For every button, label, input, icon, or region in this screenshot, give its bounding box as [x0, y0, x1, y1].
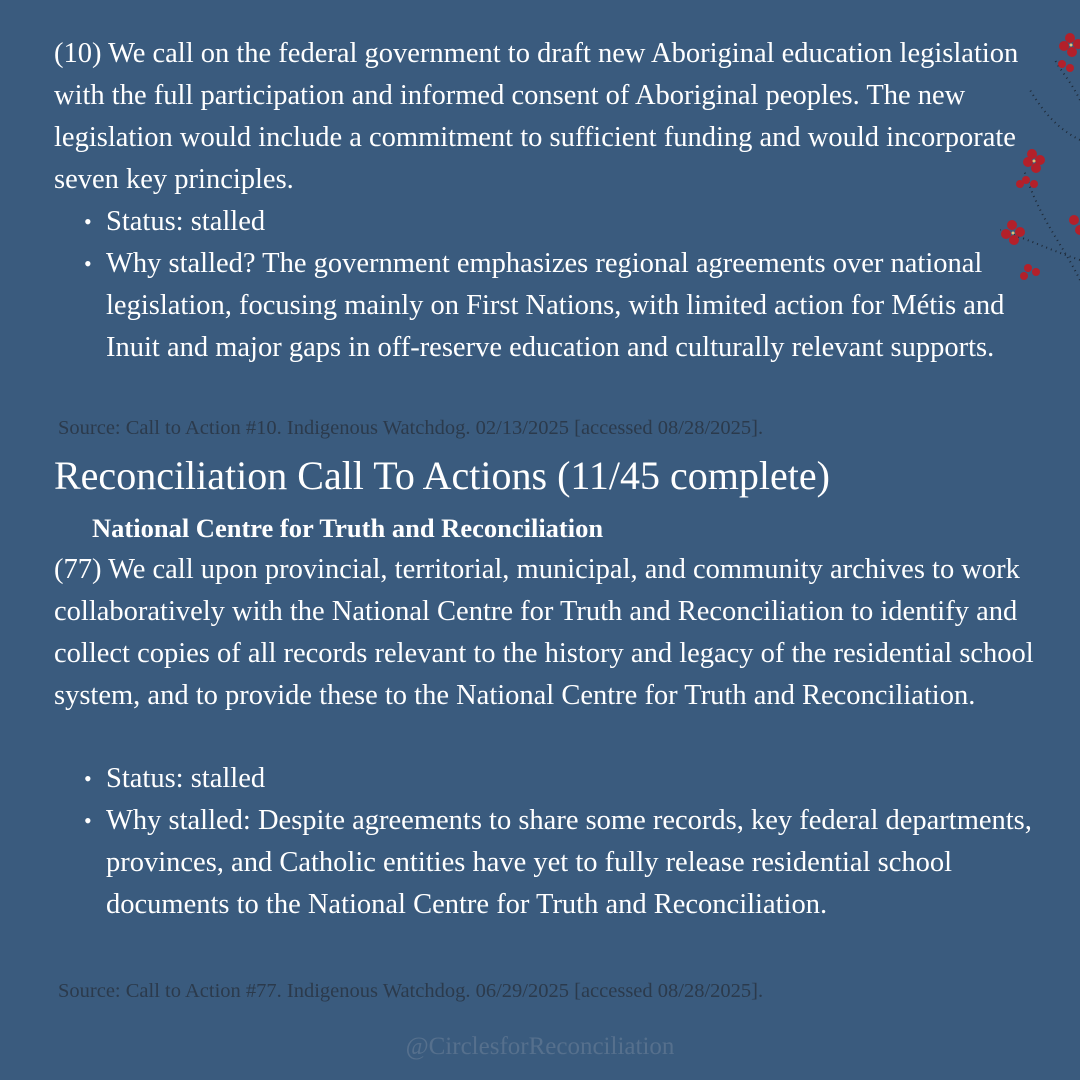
- call-10-bullets: [54, 201, 1044, 369]
- section-subheading: National Centre for Truth and Reconciliation: [92, 513, 604, 543]
- bullet-marker: •: [84, 808, 92, 833]
- list-item: [54, 800, 1044, 926]
- list-item: [54, 243, 1044, 369]
- why-stalled-text: Why stalled: Despite agreements to share some records, key federal departments, provinces, and Catholic entities have yet to fully release residential school documents to the National Centre for Truth and Reconciliation.: [106, 805, 1032, 920]
- call-77-paragraph: (77) We call upon provincial, territorial, municipal, and community archives to work collaboratively with the National Centre for Truth and Reconciliation to identify and collect copies of all records relevant to the history and legacy of the residential school system, and to provide these to the National Centre for Truth and Reconciliation.: [54, 554, 1034, 711]
- call-77-source: Source: Call to Action #77. Indigenous Watchdog. 06/29/2025 [accessed 08/28/2025].: [58, 980, 764, 1002]
- bullet-marker: •: [84, 766, 92, 791]
- list-item: [54, 201, 1044, 243]
- bullet-marker: •: [84, 251, 92, 276]
- social-handle: @CirclesforReconciliation: [405, 1033, 675, 1060]
- call-10-paragraph: (10) We call on the federal government to draft new Aboriginal education legislation with the full participation and informed consent of Aboriginal peoples. The new legislation would include a commitment to sufficient funding and would incorporate seven key principles.: [54, 38, 1019, 195]
- list-item: [54, 758, 1044, 800]
- call-77-bullets: [54, 758, 1044, 926]
- why-stalled-text: Why stalled? The government emphasizes regional agreements over national legislation, focusing mainly on First Nations, with limited action for Métis and Inuit and major gaps in off-reserve education and culturally relevant supports.: [106, 248, 1005, 363]
- status-text: Status: stalled: [106, 763, 266, 794]
- section-heading: Reconciliation Call To Actions (11/45 complete): [54, 453, 830, 498]
- status-text: Status: stalled: [106, 206, 266, 237]
- call-10-source: Source: Call to Action #10. Indigenous Watchdog. 02/13/2025 [accessed 08/28/2025].: [58, 417, 764, 439]
- bullet-marker: •: [84, 209, 92, 234]
